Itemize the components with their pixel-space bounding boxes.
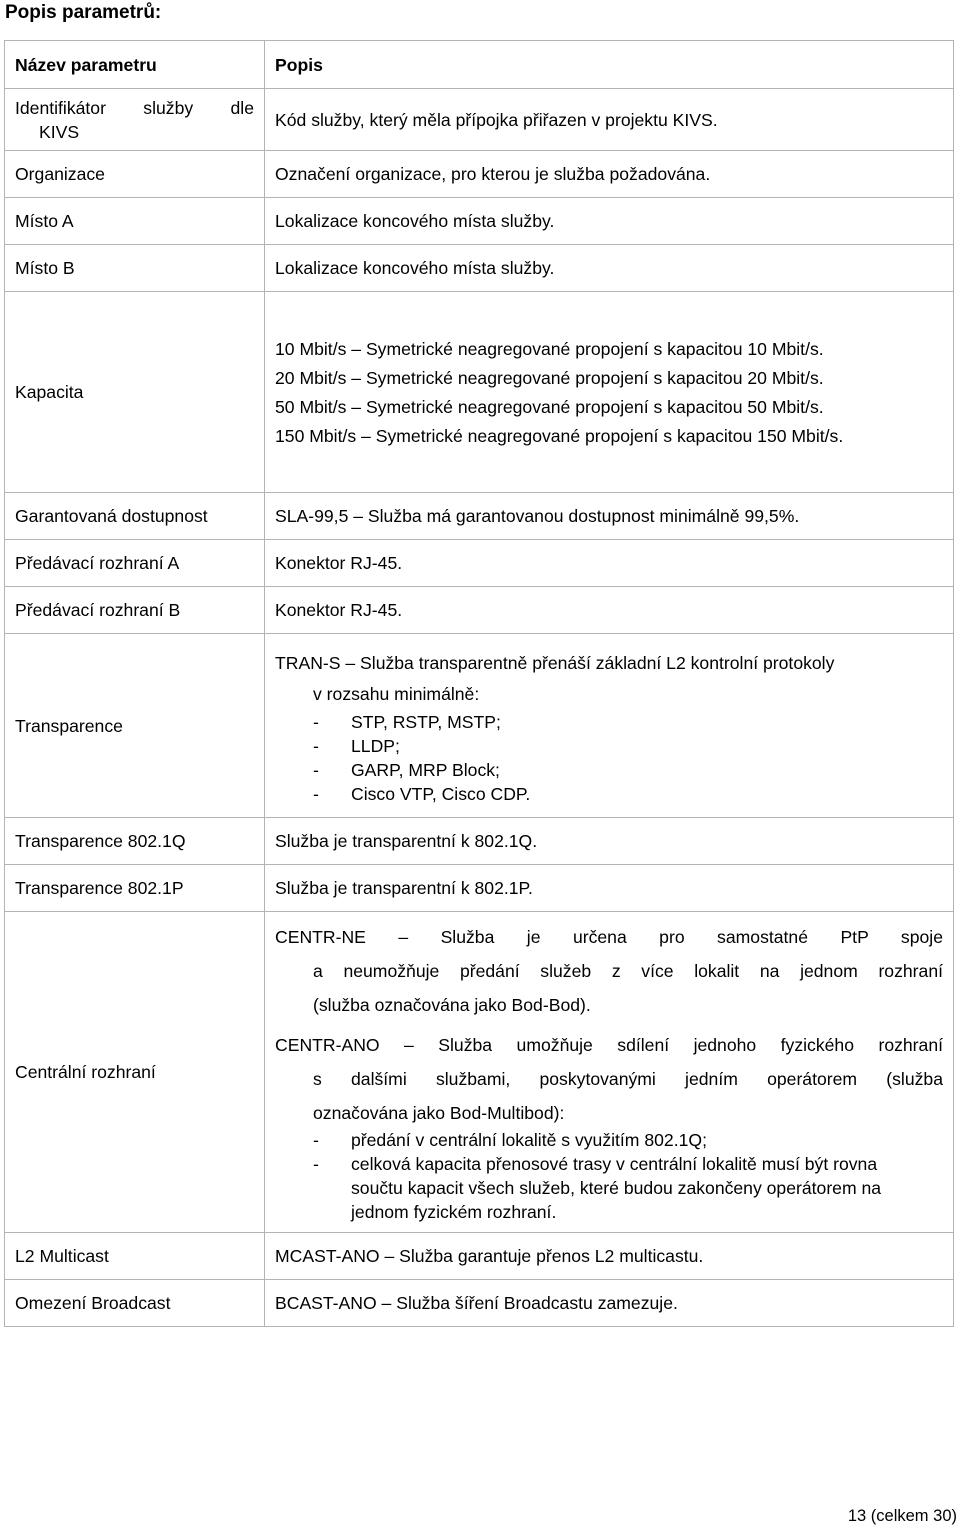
header-desc: Popis	[265, 41, 954, 89]
param-name-line: KIVS	[39, 121, 80, 142]
list-item-text: LLDP;	[351, 735, 400, 756]
param-name: Transparence	[5, 634, 265, 818]
page-number: 13 (celkem 30)	[847, 1507, 957, 1525]
centr-ano-line: označována jako Bod-Multibod):	[313, 1103, 565, 1123]
table-row	[5, 634, 954, 818]
centr-ne-line: CENTR-NE – Služba je určena pro samostatné PtP spoje	[275, 927, 943, 947]
param-desc	[265, 292, 954, 493]
table-row	[5, 865, 954, 912]
param-name: Místo A	[5, 198, 265, 245]
centr-list	[275, 1128, 943, 1224]
protocol-list	[275, 710, 943, 806]
table-row	[5, 1233, 954, 1280]
table-row	[5, 1280, 954, 1327]
capacity-option: 50 Mbit/s – Symetrické neagregované propojení s kapacitou 50 Mbit/s.	[275, 396, 824, 417]
param-name: Předávací rozhraní B	[5, 587, 265, 634]
param-desc: Lokalizace koncového místa služby.	[265, 198, 954, 245]
param-name: Transparence 802.1Q	[5, 818, 265, 865]
centr-ne-line: a neumožňuje předání služeb z více lokalit na jednom rozhraní	[313, 961, 943, 981]
table-row	[5, 292, 954, 493]
param-name: Předávací rozhraní A	[5, 540, 265, 587]
list-item: - GARP, MRP Block;	[313, 759, 500, 780]
table-row	[5, 493, 954, 540]
param-desc: Kód služby, který měla přípojka přiřazen v projektu KIVS.	[265, 89, 954, 151]
list-item-text: předání v centrální lokalitě s využitím 802.1Q;	[351, 1130, 707, 1150]
list-item-text: Cisco VTP, Cisco CDP.	[351, 783, 531, 804]
param-name: Transparence 802.1P	[5, 865, 265, 912]
list-item-text: STP, RSTP, MSTP;	[351, 711, 501, 732]
param-name: L2 Multicast	[5, 1233, 265, 1280]
param-desc	[265, 634, 954, 818]
param-desc: Služba je transparentní k 802.1Q.	[265, 818, 954, 865]
centr-ne-line: (služba označována jako Bod-Bod).	[313, 995, 591, 1015]
param-desc: Konektor RJ-45.	[265, 540, 954, 587]
param-name: Kapacita	[5, 292, 265, 493]
list-item: - celková kapacita přenosové trasy v centrální lokalitě musí být rovna součtu kapacit všech služeb, které budou zakončeny operátorem na jednom fyzickém rozhraní.	[313, 1154, 882, 1222]
param-desc: SLA-99,5 – Služba má garantovanou dostupnost minimálně 99,5%.	[265, 493, 954, 540]
param-desc: BCAST-ANO – Služba šíření Broadcastu zamezuje.	[265, 1280, 954, 1327]
list-item: - STP, RSTP, MSTP;	[313, 711, 501, 732]
transparence-line: TRAN-S – Služba transparentně přenáší základní L2 kontrolní protokoly	[275, 652, 835, 673]
table-row	[5, 245, 954, 292]
table-row	[5, 151, 954, 198]
table-row	[5, 540, 954, 587]
table-row	[5, 587, 954, 634]
table-row	[5, 818, 954, 865]
list-item: - LLDP;	[313, 735, 400, 756]
list-item-text: celková kapacita přenosové trasy v centrální lokalitě musí být rovna součtu kapacit všech služeb, které budou zakončeny operátorem na jednom fyzickém rozhraní.	[351, 1154, 882, 1222]
list-item-text: GARP, MRP Block;	[351, 759, 500, 780]
header-name: Název parametru	[5, 41, 265, 89]
centr-ano-line: CENTR-ANO – Služba umožňuje sdílení jednoho fyzického rozhraní	[275, 1035, 943, 1055]
param-name-line: Identifikátor služby dle	[15, 97, 254, 118]
capacity-option: 10 Mbit/s – Symetrické neagregované propojení s kapacitou 10 Mbit/s.	[275, 338, 824, 359]
param-name: Organizace	[5, 151, 265, 198]
param-name: Omezení Broadcast	[5, 1280, 265, 1327]
capacity-option: 20 Mbit/s – Symetrické neagregované propojení s kapacitou 20 Mbit/s.	[275, 367, 824, 388]
transparence-line: v rozsahu minimálně:	[313, 683, 480, 704]
centr-ano-line: s dalšími službami, poskytovanými jedním operátorem (služba	[313, 1069, 943, 1089]
page-heading: Popis parametrů:	[5, 2, 162, 23]
table-header-row	[5, 41, 954, 89]
capacity-option: 150 Mbit/s – Symetrické neagregované propojení s kapacitou 150 Mbit/s.	[275, 425, 844, 446]
table-row	[5, 912, 954, 1233]
list-item: - předání v centrální lokalitě s využitím 802.1Q;	[313, 1130, 707, 1150]
param-name: Místo B	[5, 245, 265, 292]
list-item: - Cisco VTP, Cisco CDP.	[313, 783, 531, 804]
table-row	[5, 89, 954, 151]
param-name: Centrální rozhraní	[5, 912, 265, 1233]
parameters-table	[4, 40, 954, 1327]
param-desc: Služba je transparentní k 802.1P.	[265, 865, 954, 912]
param-desc: Lokalizace koncového místa služby.	[265, 245, 954, 292]
param-desc: Konektor RJ-45.	[265, 587, 954, 634]
param-desc: Označení organizace, pro kterou je služba požadována.	[265, 151, 954, 198]
param-desc	[265, 912, 954, 1233]
table-row	[5, 198, 954, 245]
param-desc: MCAST-ANO – Služba garantuje přenos L2 multicastu.	[265, 1233, 954, 1280]
param-name	[5, 89, 265, 151]
param-name: Garantovaná dostupnost	[5, 493, 265, 540]
